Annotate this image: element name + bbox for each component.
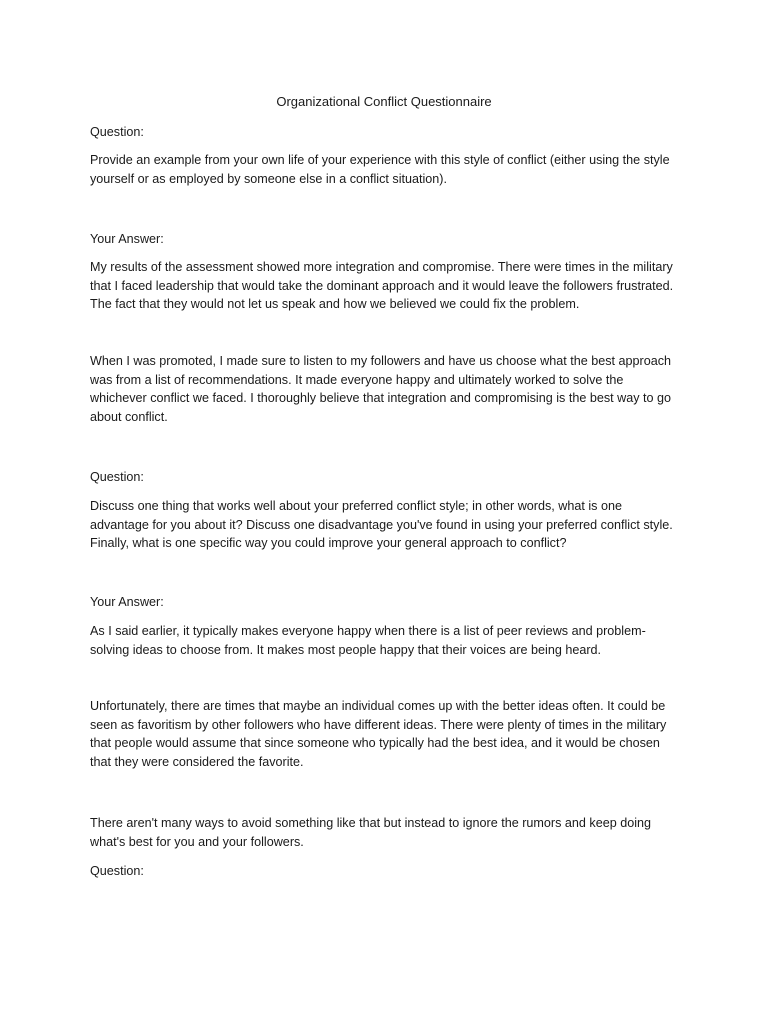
question-label-2: Question: — [90, 470, 144, 484]
document-title: Organizational Conflict Questionnaire — [276, 94, 492, 109]
question-label-1: Question: — [90, 125, 144, 139]
question-text-1: Provide an example from your own life of your experience with this style of conflict (either using the style yourself or as employed by someone else in a conflict situation). — [90, 153, 670, 186]
answer-paragraph-2-2: Unfortunately, there are times that maybe an individual comes up with the better ideas often. It could be seen as favoritism by other followers who have different ideas. There were plenty of times in the military that people would assume that since someone who typically had the best idea, and it would be chosen that they were considered the favorite. — [90, 699, 667, 769]
question-label-3: Question: — [90, 864, 144, 878]
answer-label-1: Your Answer: — [90, 232, 164, 246]
answer-paragraph-1-1: My results of the assessment showed more integration and compromise. There were times in the military that I faced leadership that would take the dominant approach and it would leave the followers frustrated. The fact that they would not let us speak and how we believed we could fix the problem. — [90, 260, 674, 312]
question-text-2: Discuss one thing that works well about your preferred conflict style; in other words, what is one advantage for you about it? Discuss one disadvantage you've found in using your preferred conflict style. Finally, what is one specific way you could improve your general approach to conflict? — [90, 499, 673, 551]
answer-paragraph-2-3: There aren't many ways to avoid something like that but instead to ignore the rumors and keep doing what's best for you and your followers. — [90, 816, 652, 849]
answer-paragraph-1-2: When I was promoted, I made sure to listen to my followers and have us choose what the best approach was from a list of recommendations. It made everyone happy and ultimately worked to solve the whichever conflict we faced. I thoroughly believe that integration and compromising is the best way to go about conflict. — [90, 354, 672, 424]
answer-paragraph-2-1: As I said earlier, it typically makes everyone happy when there is a list of peer reviews and problem-solving ideas to choose from. It makes most people happy that their voices are being heard. — [90, 624, 646, 657]
answer-label-2: Your Answer: — [90, 595, 164, 609]
